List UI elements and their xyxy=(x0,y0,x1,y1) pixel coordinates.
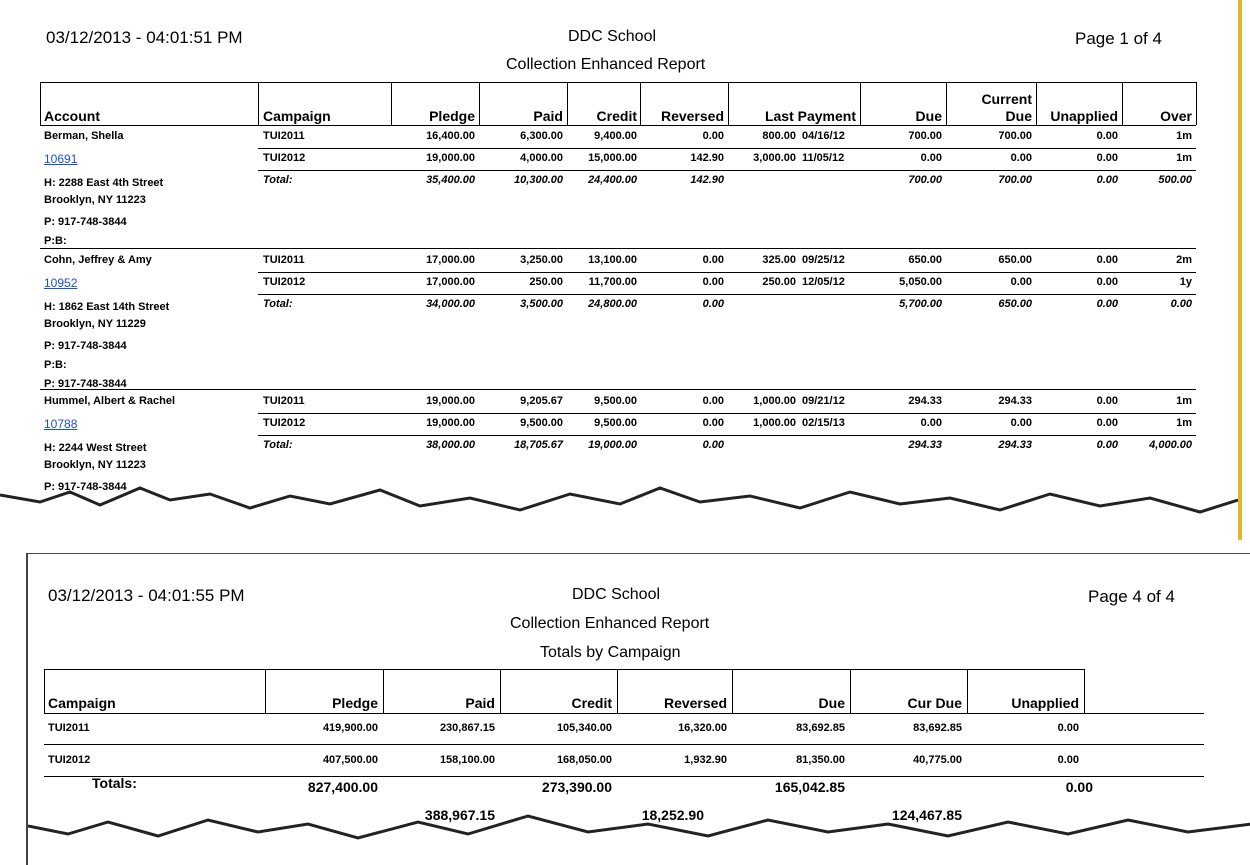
unapplied-cell: 0.00 xyxy=(1057,754,1079,766)
over-cell: 1m xyxy=(1176,395,1192,407)
last-payment-date-cell: 02/15/13 xyxy=(802,417,845,429)
unapplied-cell: 0.00 xyxy=(1096,152,1118,164)
reversed-cell: 0.00 xyxy=(702,395,724,407)
col-header-unapplied: Unapplied xyxy=(1050,108,1118,124)
page-number: Page 1 of 4 xyxy=(1075,29,1162,48)
totals-cur_due-cell: 124,467.85 xyxy=(891,807,962,823)
col-header-pledge: Pledge xyxy=(429,108,475,124)
due-cell: 650.00 xyxy=(908,254,942,266)
account-address-line2: Brooklyn, NY 11223 xyxy=(44,194,146,206)
paid-cell: 3,250.00 xyxy=(520,254,563,266)
last-payment-amount-cell: 1,000.00 xyxy=(753,417,796,429)
due-cell: 81,350.00 xyxy=(796,754,845,766)
totals-due-cell: 165,042.85 xyxy=(774,779,845,795)
totals-pledge-cell: 827,400.00 xyxy=(307,779,378,795)
report-page-4 xyxy=(26,553,1250,865)
paid-cell: 4,000.00 xyxy=(520,152,563,164)
account-address-line1: H: 2288 East 4th Street xyxy=(44,177,164,189)
report-datetime: 03/12/2013 - 04:01:51 PM xyxy=(46,28,243,47)
credit-cell: 9,500.00 xyxy=(594,417,637,429)
total-label: Total: xyxy=(263,298,293,310)
total-credit-cell: 24,800.00 xyxy=(588,298,637,310)
total-cur_due-cell: 294.33 xyxy=(998,439,1032,451)
cur_due-cell: 0.00 xyxy=(1010,417,1032,429)
cur_due-cell: 0.00 xyxy=(1010,276,1032,288)
campaign-cell: TUI2011 xyxy=(263,130,305,142)
total-due-cell: 5,700.00 xyxy=(899,298,942,310)
totals-credit-cell: 273,390.00 xyxy=(541,779,612,795)
cur_due-cell: 83,692.85 xyxy=(913,722,962,734)
last-payment-date-cell: 09/25/12 xyxy=(802,254,845,266)
totals-reversed-cell: 18,252.90 xyxy=(641,807,704,823)
last-payment-amount-cell: 250.00 xyxy=(762,276,796,288)
due-cell: 294.33 xyxy=(908,395,942,407)
last-payment-date-cell: 09/21/12 xyxy=(802,395,845,407)
credit-cell: 15,000.00 xyxy=(588,152,637,164)
account-address-line2: Brooklyn, NY 11223 xyxy=(44,459,146,471)
account-contact-line: P: 917-748-3844 xyxy=(44,481,127,493)
over-cell: 2m xyxy=(1176,254,1192,266)
account-id-link[interactable]: 10691 xyxy=(44,152,78,166)
campaign-cell: TUI2011 xyxy=(48,722,90,734)
reversed-cell: 16,320.00 xyxy=(678,722,727,734)
account-address-line2: Brooklyn, NY 11229 xyxy=(44,318,146,330)
pledge-cell: 407,500.00 xyxy=(322,754,378,766)
credit-cell: 13,100.00 xyxy=(588,254,637,266)
total-pledge-cell: 34,000.00 xyxy=(426,298,475,310)
campaign-cell: TUI2012 xyxy=(263,417,306,429)
reversed-cell: 0.00 xyxy=(702,417,724,429)
last-payment-date-cell: 04/16/12 xyxy=(802,130,845,142)
reversed-cell: 1,932.90 xyxy=(684,754,727,766)
total-label: Total: xyxy=(263,174,293,186)
report-title: Collection Enhanced Report xyxy=(510,615,710,632)
row-rule xyxy=(44,744,1204,745)
account-contact-line: P:B: xyxy=(44,359,67,371)
total-over-cell: 4,000.00 xyxy=(1149,439,1192,451)
pledge-cell: 419,900.00 xyxy=(322,722,378,734)
col-header-over: Over xyxy=(1160,108,1192,124)
col-header-pledge: Pledge xyxy=(332,695,378,711)
header-bottom-rule xyxy=(40,125,1196,126)
col-header-due: Due xyxy=(818,695,845,711)
report-title: Collection Enhanced Report xyxy=(506,56,706,73)
total-reversed-cell: 0.00 xyxy=(702,439,724,451)
row-rule xyxy=(258,170,1196,171)
totals-label: Totals: xyxy=(92,775,137,791)
total-credit-cell: 24,400.00 xyxy=(588,174,637,186)
page-number: Page 4 of 4 xyxy=(1088,587,1175,606)
reversed-cell: 142.90 xyxy=(690,152,724,164)
total-paid-cell: 10,300.00 xyxy=(514,174,563,186)
col-header-last-payment: Last Payment xyxy=(764,108,856,124)
row-rule xyxy=(258,413,1196,414)
paid-cell: 158,100.00 xyxy=(439,754,495,766)
total-pledge-cell: 35,400.00 xyxy=(426,174,475,186)
total-paid-cell: 18,705.67 xyxy=(514,439,563,451)
campaign-cell: TUI2011 xyxy=(263,254,305,266)
over-cell: 1y xyxy=(1179,276,1192,288)
total-pledge-cell: 38,000.00 xyxy=(426,439,475,451)
cur_due-cell: 0.00 xyxy=(1010,152,1032,164)
last-payment-amount-cell: 325.00 xyxy=(762,254,796,266)
due-cell: 700.00 xyxy=(908,130,942,142)
col-header-unapplied: Unapplied xyxy=(1011,695,1079,711)
row-rule xyxy=(44,776,1204,777)
campaign-cell: TUI2012 xyxy=(48,754,91,766)
total-unapplied-cell: 0.00 xyxy=(1096,298,1118,310)
account-id-link[interactable]: 10952 xyxy=(44,276,78,290)
total-cur_due-cell: 650.00 xyxy=(998,298,1032,310)
total-due-cell: 294.33 xyxy=(908,439,942,451)
torn-edge xyxy=(0,480,1238,540)
pledge-cell: 19,000.00 xyxy=(426,395,475,407)
unapplied-cell: 0.00 xyxy=(1096,254,1118,266)
paid-cell: 9,500.00 xyxy=(520,417,563,429)
totals-unapplied-cell: 0.00 xyxy=(1065,779,1093,795)
account-contact-line: P: 917-748-3844 xyxy=(44,378,127,390)
last-payment-amount-cell: 3,000.00 xyxy=(753,152,796,164)
due-cell: 5,050.00 xyxy=(899,276,942,288)
campaign-cell: TUI2011 xyxy=(263,395,305,407)
report-datetime: 03/12/2013 - 04:01:55 PM xyxy=(48,586,245,605)
pledge-cell: 17,000.00 xyxy=(426,254,475,266)
last-payment-amount-cell: 1,000.00 xyxy=(753,395,796,407)
col-header-reversed: Reversed xyxy=(663,695,727,711)
col-header-current-due: Due xyxy=(1005,108,1032,124)
total-credit-cell: 19,000.00 xyxy=(588,439,637,451)
account-contact-line: P: 917-748-3844 xyxy=(44,216,127,228)
pledge-cell: 19,000.00 xyxy=(426,152,475,164)
credit-cell: 9,500.00 xyxy=(594,395,637,407)
pledge-cell: 19,000.00 xyxy=(426,417,475,429)
total-unapplied-cell: 0.00 xyxy=(1096,439,1118,451)
total-due-cell: 700.00 xyxy=(908,174,942,186)
last-payment-date-cell: 12/05/12 xyxy=(802,276,845,288)
col-header-cur-due: Cur Due xyxy=(907,695,962,711)
account-address-line1: H: 2244 West Street xyxy=(44,442,147,454)
total-reversed-cell: 142.90 xyxy=(690,174,724,186)
total-unapplied-cell: 0.00 xyxy=(1096,174,1118,186)
header-top-rule xyxy=(40,82,1196,83)
col-header-account: Account xyxy=(44,108,100,124)
total-over-cell: 500.00 xyxy=(1158,174,1192,186)
reversed-cell: 0.00 xyxy=(702,276,724,288)
paid-cell: 6,300.00 xyxy=(520,130,563,142)
total-cur_due-cell: 700.00 xyxy=(998,174,1032,186)
reversed-cell: 0.00 xyxy=(702,130,724,142)
unapplied-cell: 0.00 xyxy=(1096,130,1118,142)
due-cell: 0.00 xyxy=(920,152,942,164)
totals-paid-cell: 388,967.15 xyxy=(424,807,495,823)
total-paid-cell: 3,500.00 xyxy=(520,298,563,310)
unapplied-cell: 0.00 xyxy=(1096,417,1118,429)
account-address-line1: H: 1862 East 14th Street xyxy=(44,301,170,313)
credit-cell: 105,340.00 xyxy=(556,722,612,734)
account-name: Hummel, Albert & Rachel xyxy=(44,395,176,407)
paid-cell: 230,867.15 xyxy=(439,722,495,734)
cur_due-cell: 294.33 xyxy=(998,395,1032,407)
account-separator xyxy=(40,389,1196,390)
col-header-paid: Paid xyxy=(465,695,495,711)
over-cell: 1m xyxy=(1176,130,1192,142)
unapplied-cell: 0.00 xyxy=(1096,276,1118,288)
account-name: Cohn, Jeffrey & Amy xyxy=(44,254,152,266)
unapplied-cell: 0.00 xyxy=(1057,722,1079,734)
total-label: Total: xyxy=(263,439,293,451)
paid-cell: 9,205.67 xyxy=(520,395,563,407)
report-subtitle: Totals by Campaign xyxy=(540,644,681,661)
row-rule xyxy=(258,148,1196,149)
over-cell: 1m xyxy=(1176,417,1192,429)
last-payment-amount-cell: 800.00 xyxy=(762,130,796,142)
campaign-cell: TUI2012 xyxy=(263,276,306,288)
due-cell: 0.00 xyxy=(920,417,942,429)
row-rule xyxy=(258,294,1196,295)
last-payment-date-cell: 11/05/12 xyxy=(802,152,845,164)
due-cell: 83,692.85 xyxy=(796,722,845,734)
row-rule xyxy=(258,435,1196,436)
credit-cell: 168,050.00 xyxy=(556,754,612,766)
col-header-due: Due xyxy=(915,108,942,124)
total-reversed-cell: 0.00 xyxy=(702,298,724,310)
paid-cell: 250.00 xyxy=(529,276,563,288)
pledge-cell: 17,000.00 xyxy=(426,276,475,288)
col-header-paid: Paid xyxy=(533,108,563,124)
col-header-current: Current xyxy=(981,91,1032,107)
account-name: Berman, Shella xyxy=(44,130,124,142)
total-over-cell: 0.00 xyxy=(1170,298,1192,310)
organization-name: DDC School xyxy=(572,586,661,603)
reversed-cell: 0.00 xyxy=(702,254,724,266)
account-contact-line: P:B: xyxy=(44,235,67,247)
col-header-campaign: Campaign xyxy=(263,108,331,124)
cur_due-cell: 650.00 xyxy=(998,254,1032,266)
cur_due-cell: 700.00 xyxy=(998,130,1032,142)
cur_due-cell: 40,775.00 xyxy=(913,754,962,766)
col-header-credit: Credit xyxy=(596,108,637,124)
pledge-cell: 16,400.00 xyxy=(426,130,475,142)
account-id-link[interactable]: 10788 xyxy=(44,417,78,431)
col-header-credit: Credit xyxy=(571,695,612,711)
col-header-reversed: Reversed xyxy=(660,108,724,124)
credit-cell: 9,400.00 xyxy=(594,130,637,142)
row-rule xyxy=(258,272,1196,273)
col-header-campaign: Campaign xyxy=(48,695,116,711)
campaign-cell: TUI2012 xyxy=(263,152,306,164)
over-cell: 1m xyxy=(1176,152,1192,164)
credit-cell: 11,700.00 xyxy=(588,276,637,288)
account-contact-line: P: 917-748-3844 xyxy=(44,340,127,352)
account-separator xyxy=(40,248,1196,249)
unapplied-cell: 0.00 xyxy=(1096,395,1118,407)
organization-name: DDC School xyxy=(568,28,657,45)
